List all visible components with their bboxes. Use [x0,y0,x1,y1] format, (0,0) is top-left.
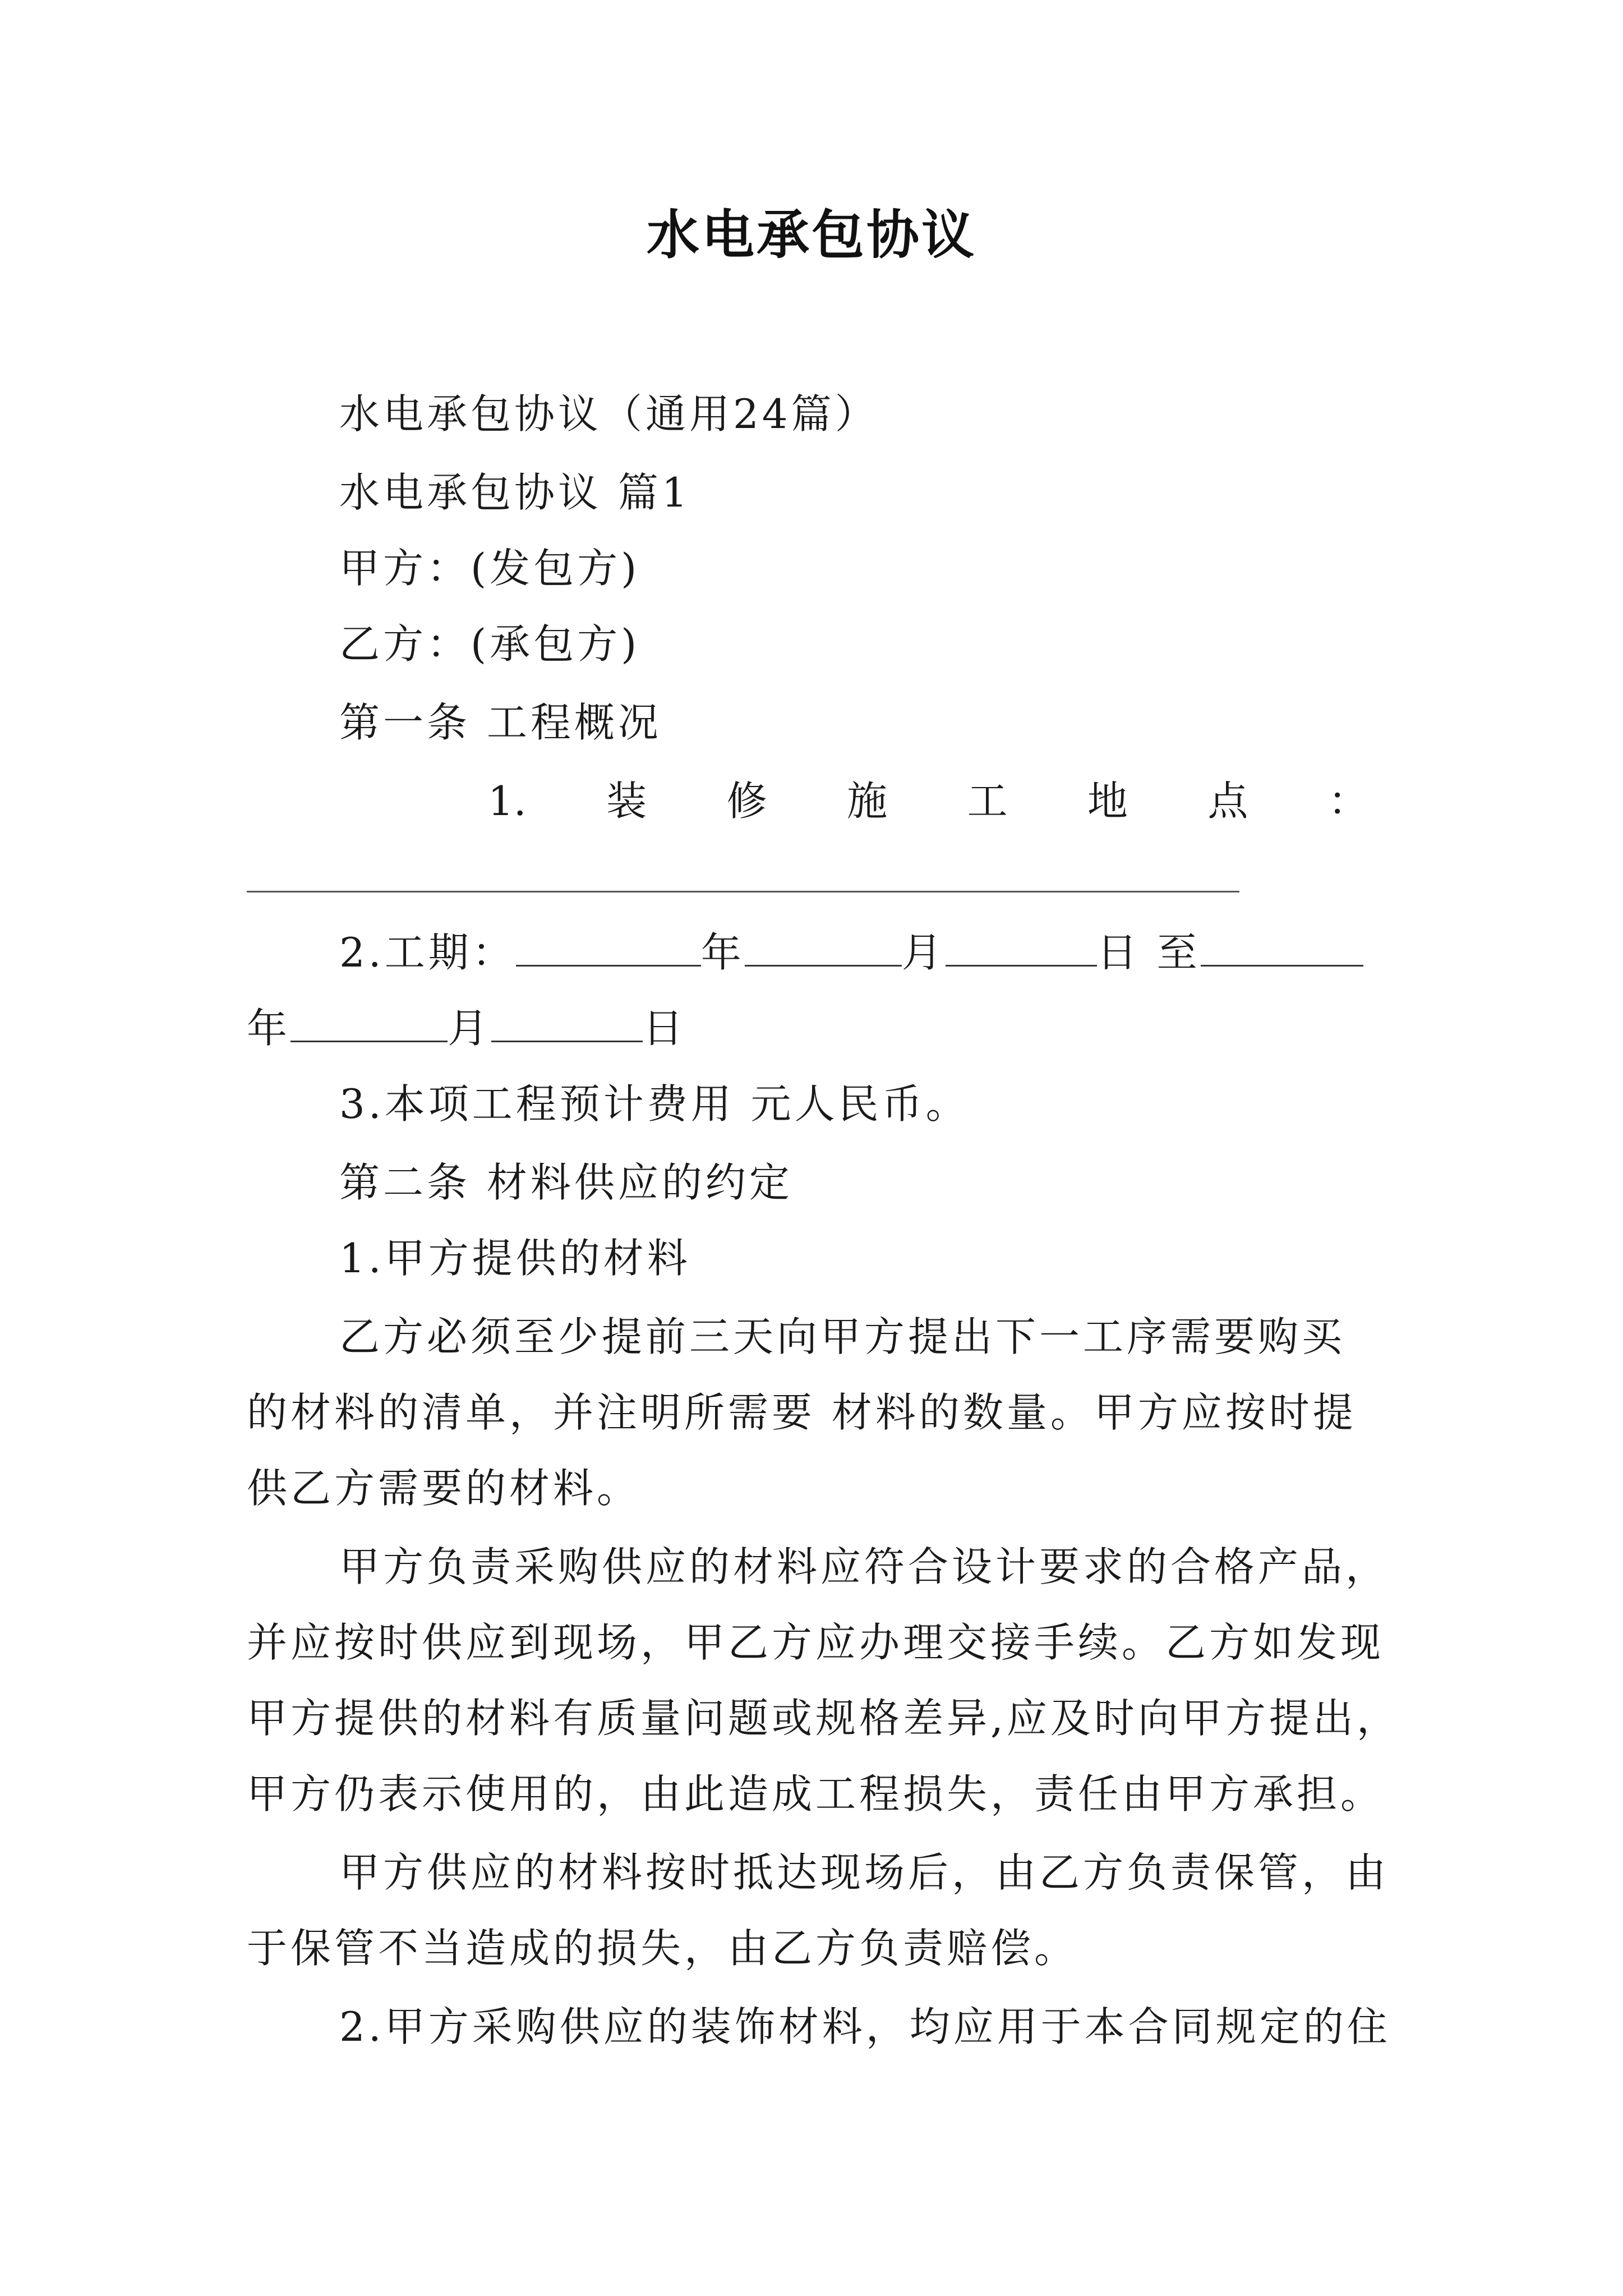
document-title: 水电承包协议 [646,205,976,266]
item-1-char: 地 [1087,777,1128,825]
end-day-blank [491,1004,643,1042]
item-1-char: 施 [847,777,888,825]
document-subtitle: 水电承包协议（通用24篇） [339,390,879,438]
item-1-construction-site [488,774,1368,828]
party-a-line: 甲方：(发包方) [339,545,640,592]
paragraph-line: 的材料的清单，并注明所需要 材料的数量。甲方应按时提 [247,1389,1357,1436]
item-1-char: 工 [967,777,1008,825]
start-day-blank [946,928,1097,967]
paragraph-line: 甲方提供的材料有质量问题或规格差异,应及时向甲方提出， [247,1695,1400,1742]
item-1-char: ： [1327,777,1368,825]
item-1-char: 装 [606,777,647,825]
site-fill-in-blank [247,891,1239,892]
month-label: 月 [901,929,946,976]
year-label: 年 [247,1005,291,1052]
paragraph-line: 供乙方需要的材料。 [247,1465,641,1512]
start-month-blank [745,928,902,967]
article-2-heading: 第二条 材料供应的约定 [339,1159,793,1206]
paragraph-line: 并应按时供应到现场，甲乙方应办理交接手续。乙方如发现 [247,1619,1385,1666]
start-year-blank [516,928,701,967]
item-1-char: 修 [726,777,767,825]
party-b-line: 乙方：(承包方) [339,620,640,668]
day-to-label: 日 至 [1096,929,1201,976]
day-label: 日 [643,1005,687,1052]
end-year-blank [1201,928,1363,967]
item-3-cost: 3.本项工程预计费用 元人民币。 [339,1080,970,1128]
paragraph-line: 甲方负责采购供应的材料应符合设计要求的合格产品， [339,1543,1390,1590]
article-1-heading: 第一条 工程概况 [339,699,662,746]
end-month-blank [291,1004,448,1042]
year-label: 年 [700,929,745,976]
paragraph-line: 2.甲方采购供应的装饰材料，均应用于本合同规定的住 [339,2003,1391,2050]
paragraph-line: 甲方供应的材料按时抵达现场后，由乙方负责保管，由 [339,1849,1390,1896]
part-heading: 水电承包协议 篇1 [339,469,691,516]
item-2-period-line [339,926,1363,979]
paragraph-line: 乙方必须至少提前三天向甲方提出下一工序需要购买 [339,1313,1346,1360]
item-1-char: 1. [488,777,527,825]
item-1-char: 点 [1207,777,1248,825]
item-2-period-line-2 [247,1001,686,1055]
month-label: 月 [448,1005,492,1052]
sub-item-1-heading: 1.甲方提供的材料 [339,1235,691,1282]
paragraph-line: 于保管不当造成的损失，由乙方负责赔偿。 [247,1925,1078,1972]
paragraph-line: 甲方仍表示使用的，由此造成工程损失，责任由甲方承担。 [247,1770,1385,1818]
item-2-label: 2.工期： [339,929,516,976]
